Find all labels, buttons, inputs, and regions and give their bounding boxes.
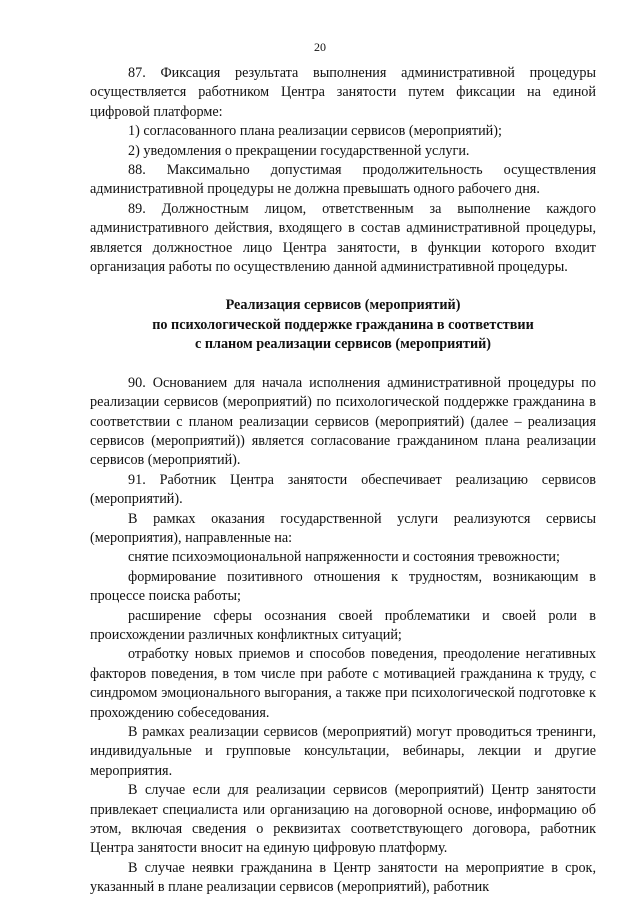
document-body [90, 64, 596, 898]
list-item-1: 1) согласованного плана реализации сервисов (мероприятий); [128, 123, 502, 140]
paragraph-89: 89. Должностным лицом, ответственным за выполнение каждого административного действия, входящего в состав административной процедуры, является должностное лицо Центра занятости, в функции которого входит организация работы по осуществлению данной административной процедуры. [90, 200, 596, 276]
paragraph-no-show: В случае неявки гражданина в Центр занятости на мероприятие в срок, указанный в плане реализации сервисов (мероприятий), работник [90, 859, 596, 896]
paragraph-88: 88. Максимально допустимая продолжительность осуществления административной процедуры не должна превышать одного рабочего дня. [90, 162, 596, 198]
service-item-behavior: отработку новых приемов и способов поведения, преодоление негативных факторов поведения, в том числе при работе с мотивацией гражданина к труду, с синдромом эмоционального выгорания, а также при психологической подготовке к прохождению собеседования. [90, 646, 596, 721]
service-item-positive-attitude: формирование позитивного отношения к трудностям, возникающим в процессе поиска работы; [90, 568, 596, 605]
paragraph-87: 87. Фиксация результата выполнения административной процедуры осуществляется работником Центра занятости путем фиксации на единой цифровой платформе: [90, 65, 596, 120]
paragraph-contractor: В случае если для реализации сервисов (мероприятий) Центр занятости привлекает специалиста или организацию на договорной основе, информацию об этом, включая сведения о реквизитах соответствующего договора, работник Центра занятости вносит на единую цифровую платформу. [90, 782, 596, 857]
section-heading-line-1: Реализация сервисов (мероприятий) [225, 297, 461, 314]
service-item-awareness: расширение сферы осознания своей проблематики и своей роли в происхождении различных конфликтных ситуаций; [90, 607, 596, 643]
paragraph-services-intro: В рамках оказания государственной услуги реализуются сервисы (мероприятия), направленные на: [90, 510, 596, 546]
list-item-2: 2) уведомления о прекращении государственной услуги. [128, 142, 470, 159]
section-heading-line-3: с планом реализации сервисов (мероприятий) [194, 336, 492, 353]
page-number: 20 [314, 40, 326, 54]
paragraph-trainings: В рамках реализации сервисов (мероприятий) могут проводиться тренинги, индивидуальные и групповые консультации, вебинары, лекции и другие мероприятия. [90, 724, 596, 779]
section-heading [90, 296, 596, 354]
service-item-stress-relief: снятие психоэмоциональной напряженности и состояния тревожности; [128, 549, 560, 566]
paragraph-90: 90. Основанием для начала исполнения административной процедуры по реализации сервисов (мероприятий) по психологической поддержке гражданина в соответствии с планом реализации сервисов (мероприятий) (далее – реализация сервисов (мероприятий)) является согласование гражданином плана реализации сервисов (мероприятий). [90, 374, 596, 469]
paragraph-91: 91. Работник Центра занятости обеспечивает реализацию сервисов (мероприятий). [90, 471, 596, 508]
section-heading-line-2: по психологической поддержке гражданина в соответствии [152, 316, 534, 333]
